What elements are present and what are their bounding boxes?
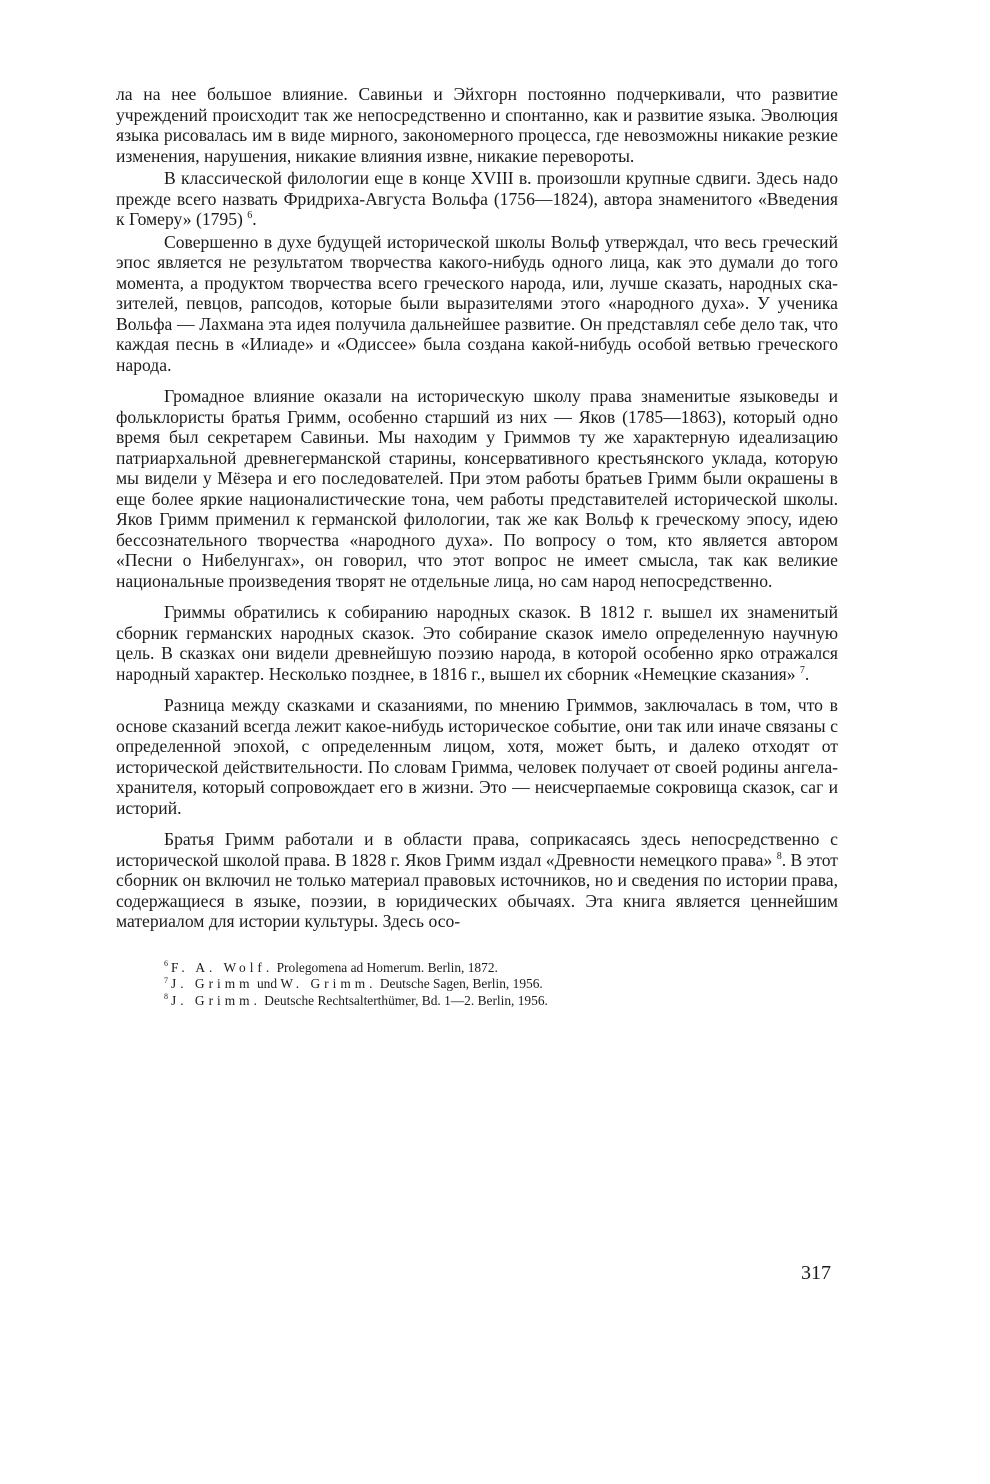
- paragraph-5: [116, 602, 838, 684]
- paragraph-text: Разница между сказками и сказаниями, по мнению Гриммов, заключалась в том, что в основе сказаний всегда лежит какое-нибудь историческое событие, они так или иначе связаны с определенной эпохой, с определенным лицом, хотя, может быть, и далеко отходят от исторической действительности. По словам Гримма, человек получает от своей родины ангела-хранителя, который сопровождает его в жизни. Это — неисчерпаемые сокровища сказок, саг и историй.: [116, 695, 838, 818]
- footnote-ref-8[interactable]: 8: [776, 850, 782, 862]
- footnote-ref-7[interactable]: 7: [799, 664, 805, 676]
- footnote-author: W. Grimm.: [280, 976, 377, 991]
- footnote-mark: 6: [164, 959, 168, 969]
- footnote-text: Deutsche Rechtsalterthümer, Bd. 1—2. Berlin, 1956.: [260, 992, 548, 1008]
- paragraph-7: [116, 829, 838, 932]
- footnote-mark: 8: [164, 992, 168, 1002]
- paragraph-text: ла на нее большое влияние. Савиньи и Эйхгорн постоянно подчеркивали, что развитие учреждений происходит так же непосредственно и спонтанно, как и развитие языка. Эволюция языка рисовалась им в виде мирного, закономерного процесса, где невозможны никакие резкие изменения, нарушения, никакие влияния извне, никакие перевороты.: [116, 84, 838, 166]
- footnote-7: [164, 976, 838, 993]
- footnotes: [116, 960, 838, 1010]
- paragraph-text-tail: .: [804, 663, 810, 684]
- paragraph-6: [116, 695, 838, 818]
- paragraph-4: [116, 386, 838, 591]
- footnote-ref-6[interactable]: 6: [247, 210, 253, 222]
- footnote-mark: 7: [164, 975, 168, 985]
- page-number: 317: [801, 1262, 831, 1284]
- footnote-6: [164, 960, 838, 977]
- paragraph-1: [116, 84, 838, 166]
- footnote-author: F. A. Wolf.: [171, 959, 274, 975]
- paragraph-text-tail: .: [252, 209, 257, 229]
- footnote-author: J. Grimm.: [171, 992, 261, 1008]
- footnote-8: [164, 993, 838, 1010]
- paragraph-2: [116, 168, 838, 230]
- paragraph-text: Гриммы обратились к собиранию народных сказок. В 1812 г. вышел их знаменитый сборник германских народных сказок. Это собирание сказок имело определенную научную цель. В сказках они видели древнейшую поэзию народа, в которой особенно ярко отражался народный характер. Несколько позднее, в 1816 г., вышел их сборник «Немецкие сказания»: [116, 602, 838, 684]
- paragraph-text: Громадное влияние оказали на историческую школу права знаменитые языковеды и фольклористы братья Гримм, особенно старший из них — Яков (1785—1863), который одно время был секретарем Савиньи. Мы находим у Гриммов ту же характерную идеализацию патриархальной древнегерманской старины, консервативного крестьянского уклада, которую мы видели у Мёзера и его последователей. При этом работы братьев Гримм были окрашены в еще более яркие националистические тона, чем работы представителей исторической школы. Яков Гримм применил к германской филологии, так же как Вольф к греческому эпосу, идею бессознательного творчества «народного духа». По вопросу о том, кто является автором «Песни о Нибелунгах», он говорил, что этот вопрос не имеет смысла, так как великие национальные произведения творят не отдельные лица, но сам народ непосредственно.: [116, 386, 838, 591]
- footnote-text: Deutsche Sagen, Berlin, 1956.: [376, 976, 543, 991]
- footnote-text: Prolegomena ad Homerum. Berlin, 1872.: [273, 959, 498, 975]
- paragraph-text-tail: . В этот сборник он включил не только материал правовых источников, но и сведения по истории права, содержащиеся в языке, поэзии, в юридических обычаях. Эта книга является ценнейшим материалом для истории культуры. Здесь осо-: [116, 849, 838, 931]
- paragraph-3: [116, 232, 838, 376]
- paragraph-text: В классической филологии еще в конце XVIII в. произошли крупные сдвиги. Здесь надо прежде всего назвать Фридриха-Августа Вольфа (1756—1824), автора знаменитого «Введения к Гомеру» (1795): [116, 168, 838, 229]
- document-page: [116, 84, 838, 1009]
- paragraph-text: Совершенно в духе будущей исторической школы Вольф утверждал, что весь греческий эпос является не результатом творчества какого-нибудь одного лица, как это думали до того момента, а продуктом творчества всего греческого народа, или, лучше сказать, народных сказителей, певцов, рапсодов, которые были выразителями этого «народного духа». У ученика Вольфа — Лахмана эта идея получила дальнейшее развитие. Он представлял себе дело так, что каждая песнь в «Илиаде» и «Одиссее» была создана какой-нибудь особой ветвью греческого народа.: [116, 231, 838, 375]
- paragraph-text: Братья Гримм работали и в области права, соприкасаясь здесь непосредственно с исторической школой права. В 1828 г. Яков Гримм издал «Древности немецкого права»: [116, 829, 838, 870]
- footnote-text: und: [253, 976, 281, 991]
- footnote-author: J. Grimm: [171, 976, 254, 991]
